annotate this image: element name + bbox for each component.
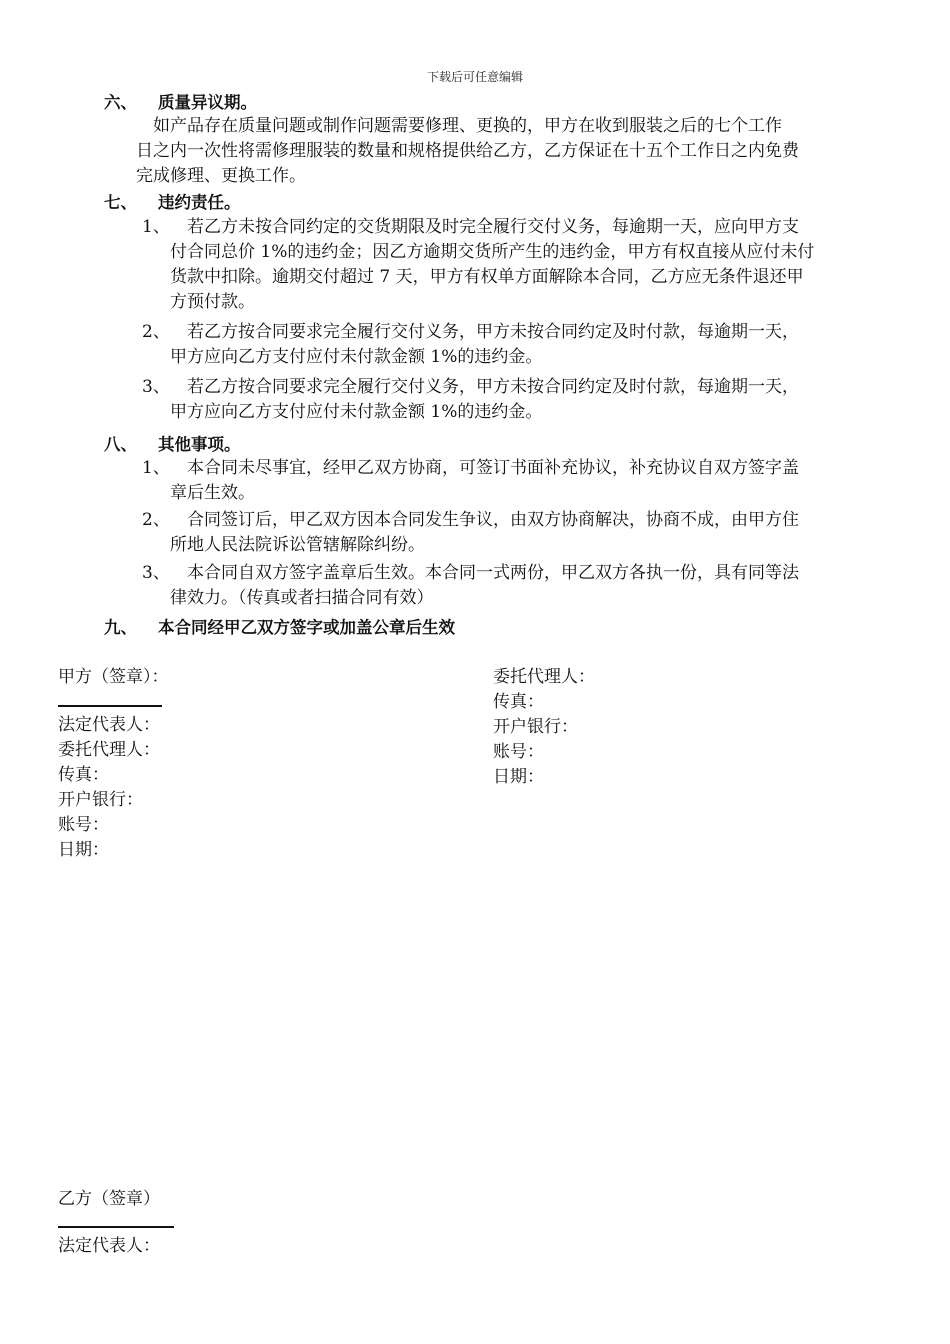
field-authorized-agent: 委托代理人：	[58, 740, 160, 760]
item-line: 律效力。（传真或者扫描合同有效）	[170, 588, 434, 608]
item-line: 若乙方按合同要求完全履行交付义务，甲方未按合同约定及时付款，每逾期一天，	[170, 322, 799, 342]
item-line: 章后生效。	[170, 483, 255, 503]
party-b-fields	[58, 1234, 160, 1259]
field-fax: 传真：	[493, 692, 544, 712]
body-line: 日之内一次性将需修理服装的数量和规格提供给乙方，乙方保证在十五个工作日之内免费	[136, 141, 799, 161]
item-body	[170, 375, 894, 425]
party-b-signature-label: 乙方（签章）	[58, 1189, 160, 1209]
item-number: 3、	[142, 377, 170, 397]
party-a-fields	[58, 713, 160, 863]
item-line: 所地人民法院诉讼管辖解除纠纷。	[170, 535, 425, 555]
section-9-number: 九、	[104, 618, 137, 637]
body-line: 完成修理、更换工作。	[136, 166, 306, 186]
section-7-heading	[104, 189, 241, 213]
section-6-title: 质量异议期。	[158, 93, 257, 112]
field-date: 日期：	[493, 767, 544, 787]
field-bank: 开户银行：	[58, 790, 143, 810]
item-number: 2、	[142, 510, 170, 530]
item-body	[170, 320, 894, 370]
section-6-heading	[104, 89, 257, 113]
field-date: 日期：	[58, 840, 109, 860]
page-header-note: 下载后可任意编辑	[426, 70, 523, 84]
item-number: 1、	[142, 458, 170, 478]
field-account: 账号：	[493, 742, 544, 762]
section-8-heading	[104, 431, 241, 455]
field-account: 账号：	[58, 815, 109, 835]
item-body	[170, 215, 894, 315]
item-line: 若乙方未按合同约定的交货期限及时完全履行交付义务，每逾期一天，应向甲方支	[170, 217, 799, 237]
section-9-title: 本合同经甲乙双方签字或加盖公章后生效	[158, 618, 455, 637]
field-authorized-agent: 委托代理人：	[493, 667, 595, 687]
item-number: 3、	[142, 563, 170, 583]
section-9-heading	[104, 614, 455, 638]
section-6-number: 六、	[104, 93, 137, 112]
right-column-fields	[493, 665, 595, 790]
item-number: 1、	[142, 217, 170, 237]
field-fax: 传真：	[58, 765, 109, 785]
item-line: 本合同自双方签字盖章后生效。本合同一式两份，甲乙双方各执一份，具有同等法	[170, 563, 799, 583]
body-line: 如产品存在质量问题或制作问题需要修理、更换的，甲方在收到服装之后的七个工作	[136, 116, 782, 136]
item-line: 合同签订后，甲乙双方因本合同发生争议，由双方协商解决，协商不成，由甲方住	[170, 510, 799, 530]
section-8-number: 八、	[104, 435, 137, 454]
item-line: 甲方应向乙方支付应付未付款金额 1%的违约金。	[170, 402, 543, 422]
item-line: 甲方应向乙方支付应付未付款金额 1%的违约金。	[170, 347, 543, 367]
section-6-body	[136, 114, 896, 189]
item-body	[170, 561, 894, 611]
section-8-title: 其他事项。	[158, 435, 241, 454]
section-7-title: 违约责任。	[158, 193, 241, 212]
field-bank: 开户银行：	[493, 717, 578, 737]
field-legal-representative: 法定代表人：	[58, 1236, 160, 1256]
item-line: 付合同总价 1%的违约金；因乙方逾期交货所产生的违约金，甲方有权直接从应付未付	[170, 242, 815, 262]
item-line: 本合同未尽事宜，经甲乙双方协商，可签订书面补充协议，补充协议自双方签字盖	[170, 458, 799, 478]
item-body	[170, 508, 894, 558]
party-a-signature-label: 甲方（签章）：	[58, 667, 169, 687]
item-line: 若乙方按合同要求完全履行交付义务，甲方未按合同约定及时付款，每逾期一天，	[170, 377, 799, 397]
item-line: 方预付款。	[170, 292, 255, 312]
item-body	[170, 456, 894, 506]
item-line: 货款中扣除。逾期交付超过 7 天，甲方有权单方面解除本合同，乙方应无条件退还甲	[170, 267, 804, 287]
party-a-signature-line	[58, 705, 162, 707]
section-7-number: 七、	[104, 193, 137, 212]
party-b-signature-line	[58, 1226, 174, 1228]
item-number: 2、	[142, 322, 170, 342]
field-legal-representative: 法定代表人：	[58, 715, 160, 735]
